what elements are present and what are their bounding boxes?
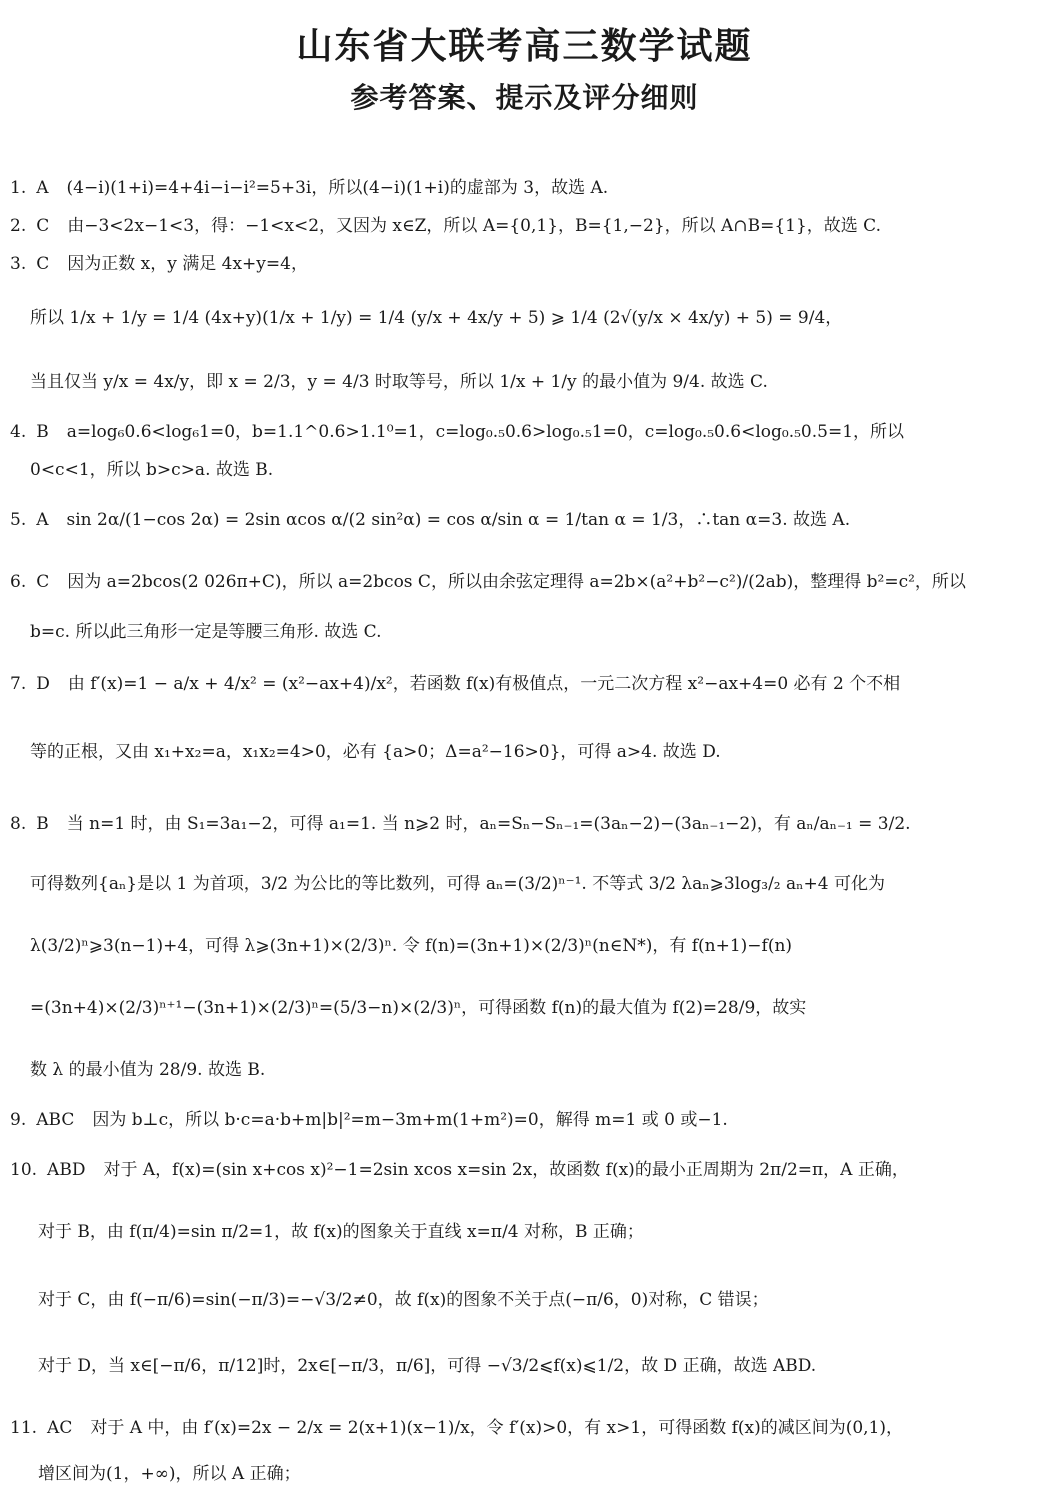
answer-10-line-2: 对于 B，由 f(π/4)=sin π/2=1，故 f(x)的图象关于直线 x=π/4 对称，B 正确； bbox=[38, 1222, 644, 1242]
answer-8-line-5: 数 λ 的最小值为 28/9. 故选 B. bbox=[30, 1060, 266, 1080]
answer-2: 2. C 由−3<2x−1<3，得：−1<x<2，又因为 x∈Z，所以 A={0,1}，B={1,−2}，所以 A∩B={1}，故选 C. bbox=[10, 216, 881, 236]
answer-7: 7. D 由 f′(x)=1 − a/x + 4/x² = (x²−ax+4)/x²，若函数 f(x)有极值点，一元二次方程 x²−ax+4=0 必有 2 个不相 bbox=[10, 674, 901, 694]
answer-10: 10. ABD 对于 A，f(x)=(sin x+cos x)²−1=2sin xcos x=sin 2x，故函数 f(x)的最小正周期为 2π/2=π，A 正确， bbox=[10, 1160, 909, 1180]
answer-1: 1. A (4−i)(1+i)=4+4i−i−i²=5+3i，所以(4−i)(1+i)的虚部为 3，故选 A. bbox=[10, 178, 609, 198]
answer-10-line-4: 对于 D，当 x∈[−π/6，π/12]时，2x∈[−π/3，π/6]，可得 −√3/2⩽f(x)⩽1/2，故 D 正确，故选 ABD. bbox=[38, 1356, 817, 1376]
answer-3: 3. C 因为正数 x，y 满足 4x+y=4， bbox=[10, 254, 308, 274]
page-title: 山东省大联考高三数学试题 bbox=[296, 26, 753, 67]
answer-8: 8. B 当 n=1 时，由 S₁=3a₁−2，可得 a₁=1. 当 n⩾2 时，aₙ=Sₙ−Sₙ₋₁=(3aₙ−2)−(3aₙ₋₁−2)，有 aₙ/aₙ₋₁ = 3/2. bbox=[10, 814, 911, 834]
answer-10-line-3: 对于 C，由 f(−π/6)=sin(−π/3)=−√3/2≠0，故 f(x)的图象不关于点(−π/6，0)对称，C 错误； bbox=[38, 1290, 769, 1310]
answer-6-line-2: b=c. 所以此三角形一定是等腰三角形. 故选 C. bbox=[30, 622, 382, 642]
answer-11-line-2: 增区间为(1，+∞)，所以 A 正确； bbox=[38, 1464, 301, 1484]
answer-5: 5. A sin 2α/(1−cos 2α) = 2sin αcos α/(2 sin²α) = cos α/sin α = 1/tan α = 1/3，∴tan α=3. 故选 A. bbox=[10, 510, 851, 530]
answer-7-line-2: 等的正根，又由 x₁+x₂=a，x₁x₂=4>0，必有 {a>0；Δ=a²−16>0}，可得 a>4. 故选 D. bbox=[30, 742, 721, 762]
answer-6: 6. C 因为 a=2bcos(2 026π+C)，所以 a=2bcos C，所以由余弦定理得 a=2b×(a²+b²−c²)/(2ab)，整理得 b²=c²，所以 bbox=[10, 572, 966, 592]
answer-11: 11. AC 对于 A 中，由 f′(x)=2x − 2/x = 2(x+1)(x−1)/x，令 f′(x)>0，有 x>1，可得函数 f(x)的减区间为(0,1)， bbox=[10, 1418, 904, 1438]
answer-3-line-2: 所以 1/x + 1/y = 1/4 (4x+y)(1/x + 1/y) = 1/4 (y/x + 4x/y + 5) ⩾ 1/4 (2√(y/x × 4x/y) + 5) = 9/4， bbox=[30, 308, 843, 328]
answer-4-line-2: 0<c<1，所以 b>c>a. 故选 B. bbox=[30, 460, 274, 480]
answer-8-line-4: =(3n+4)×(2/3)ⁿ⁺¹−(3n+1)×(2/3)ⁿ=(5/3−n)×(2/3)ⁿ，可得函数 f(n)的最大值为 f(2)=28/9，故实 bbox=[30, 998, 807, 1018]
answer-4: 4. B a=log₆0.6<log₆1=0，b=1.1^0.6>1.1⁰=1，c=log₀.₅0.6>log₀.₅1=0，c=log₀.₅0.6<log₀.₅0.5=1，所以 bbox=[10, 422, 905, 442]
answer-3-line-3: 当且仅当 y/x = 4x/y，即 x = 2/3，y = 4/3 时取等号，所以 1/x + 1/y 的最小值为 9/4. 故选 C. bbox=[30, 372, 768, 392]
page-subtitle: 参考答案、提示及评分细则 bbox=[350, 81, 699, 114]
answer-8-line-2: 可得数列{aₙ}是以 1 为首项，3/2 为公比的等比数列，可得 aₙ=(3/2)ⁿ⁻¹. 不等式 3/2 λaₙ⩾3log₃/₂ aₙ+4 可化为 bbox=[30, 874, 885, 894]
answer-8-line-3: λ(3/2)ⁿ⩾3(n−1)+4，可得 λ⩾(3n+1)×(2/3)ⁿ. 令 f(n)=(3n+1)×(2/3)ⁿ(n∈N*)，有 f(n+1)−f(n) bbox=[30, 936, 793, 956]
answer-9: 9. ABC 因为 b⊥c，所以 b·c=a·b+m|b|²=m−3m+m(1+m²)=0，解得 m=1 或 0 或−1. bbox=[10, 1110, 728, 1130]
